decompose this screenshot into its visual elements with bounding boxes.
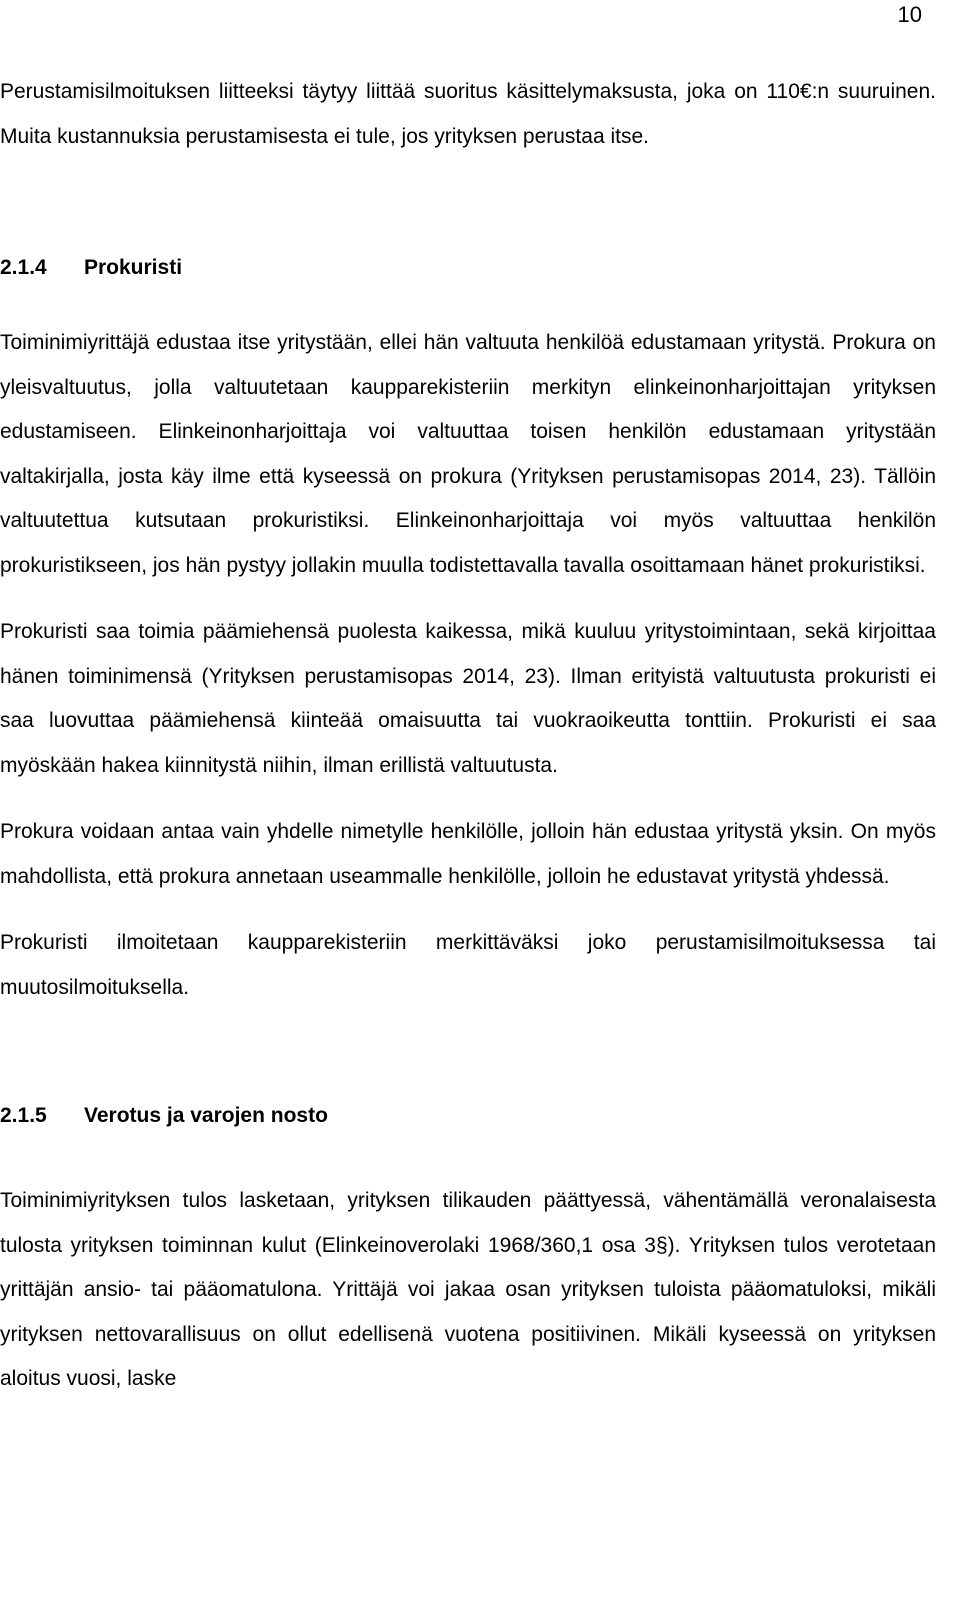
section-title: Prokuristi bbox=[84, 256, 183, 279]
section-number: 2.1.4 bbox=[0, 256, 47, 279]
paragraph-taxation: Toiminimiyrityksen tulos lasketaan, yrityksen tilikauden päättyessä, vähentämällä veronalaisesta tulosta yrityksen toiminnan kulut (Elinkeinoverolaki 1968/360,1 osa 3§). Yrityksen tulos verotetaan yrittäjän ansio- tai pääomatulona. Yrittäjä voi jakaa osan yrityksen tuloista pääomatuloksi, mikäli yrityksen nettovarallisuus on ollut edellisenä vuotena positiivinen. Mikäli kyseessä on yrityksen aloitus vuosi, laske bbox=[0, 1189, 936, 1390]
page-number: 10 bbox=[897, 2, 922, 27]
paragraph-prokura-persons: Prokura voidaan antaa vain yhdelle nimetylle henkilölle, jolloin hän edustaa yritystä yksin. On myös mahdollista, että prokura annetaan useammalle henkilölle, jolloin he edustavat yritystä yhdessä. bbox=[0, 820, 936, 888]
section-title: Verotus ja varojen nosto bbox=[84, 1104, 328, 1127]
section-heading-prokuristi bbox=[0, 246, 936, 290]
section-number: 2.1.5 bbox=[0, 1104, 47, 1127]
paragraph-fee: Perustamisilmoituksen liitteeksi täytyy liittää suoritus käsittelymaksusta, joka on 110€:n suuruinen. Muita kustannuksia perustamisesta ei tule, jos yrityksen perustaa itse. bbox=[0, 80, 936, 148]
paragraph-prokura-definition: Toiminimiyrittäjä edustaa itse yritystään, ellei hän valtuuta henkilöä edustamaan yritystä. Prokura on yleisvaltuutus, jolla valtuutetaan kaupparekisteriin merkityn elinkeinonharjoittajan yrityksen edustamiseen. Elinkeinonharjoittaja voi valtuuttaa toisen henkilön edustamaan yritystään valtakirjalla, josta käy ilme että kyseessä on prokura (Yrityksen perustamisopas 2014, 23). Tällöin valtuutettua kutsutaan prokuristiksi. Elinkeinonharjoittaja voi myös valtuuttaa henkilön prokuristikseen, jos hän pystyy jollakin muulla todistettavalla tavalla osoittamaan hänet prokuristiksi. bbox=[0, 331, 936, 577]
document-body bbox=[0, 70, 936, 1402]
paragraph-prokuristi-rights: Prokuristi saa toimia päämiehensä puolesta kaikessa, mikä kuuluu yritystoimintaan, sekä kirjoittaa hänen toiminimensä (Yrityksen perustamisopas 2014, 23). Ilman erityistä valtuutusta prokuristi ei saa luovuttaa päämiehensä kiinteää omaisuutta tai vuokraoikeutta tonttiin. Prokuristi ei saa myöskään hakea kiinnitystä niihin, ilman erillistä valtuutusta. bbox=[0, 620, 936, 777]
section-heading-verotus bbox=[0, 1094, 936, 1138]
paragraph-prokuristi-registration: Prokuristi ilmoitetaan kaupparekisteriin merkittäväksi joko perustamisilmoituksessa tai muutosilmoituksella. bbox=[0, 931, 936, 999]
